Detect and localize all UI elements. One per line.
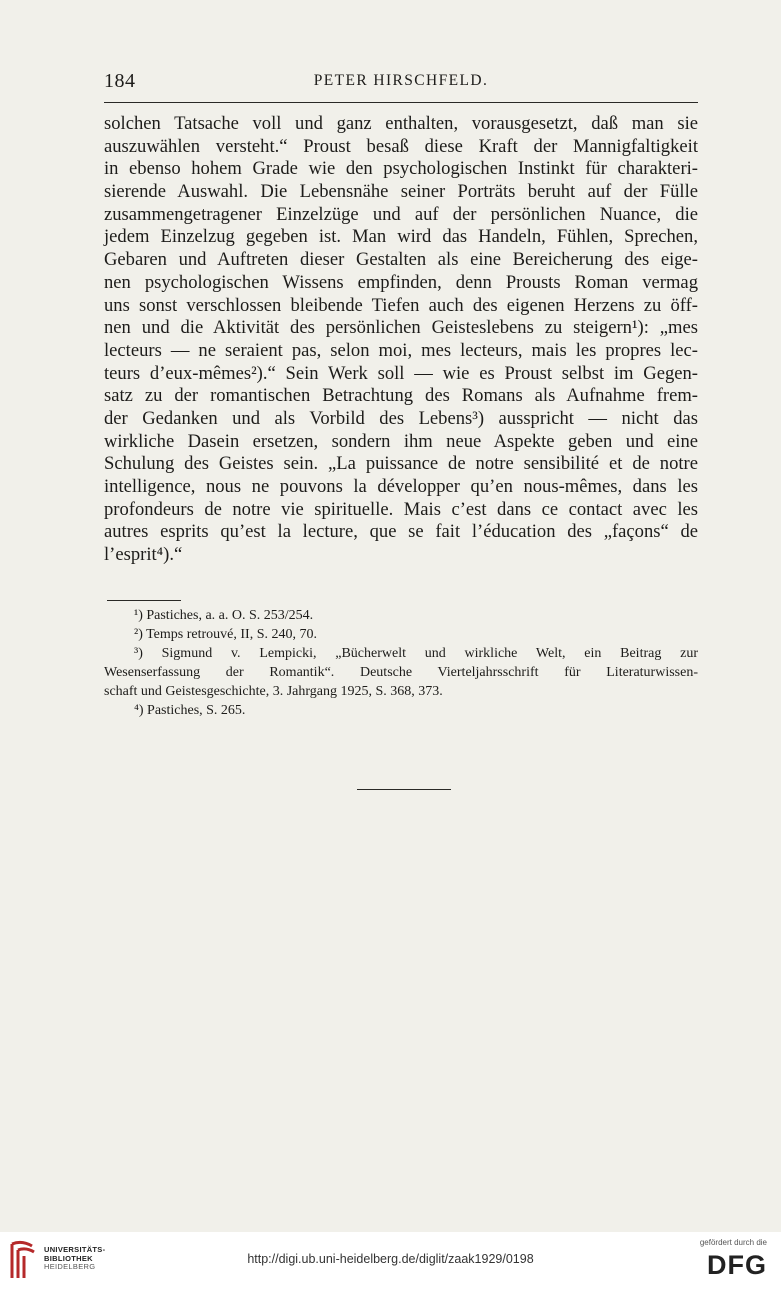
page-header bbox=[104, 70, 698, 100]
body-line: jedem Einzelzug gegeben ist. Man wird das Handeln, Fühlen, Sprechen, bbox=[104, 226, 698, 248]
body-line: profondeurs de notre vie spirituelle. Mais c’est dans ce contact avec les bbox=[104, 498, 698, 520]
footnote-2: ²) Temps retrouvé, II, S. 240, 70. bbox=[134, 627, 317, 642]
footnote-4: ⁴) Pastiches, S. 265. bbox=[134, 703, 246, 718]
body-line: nen psychologischen Wissens empfinden, denn Prousts Roman vermag bbox=[104, 271, 698, 293]
digitization-footer bbox=[0, 1232, 781, 1289]
body-line: in ebenso hohem Grade wie den psychologischen Instinkt für charakteri- bbox=[104, 158, 698, 180]
body-line: wirkliche Dasein ersetzen, sondern ihm neue Aspekte geben und eine bbox=[104, 430, 698, 452]
footnotes bbox=[104, 606, 698, 720]
footnote-rule bbox=[107, 600, 181, 601]
library-name-line: UNIVERSITÄTS- bbox=[44, 1245, 106, 1254]
body-line: zusammengetragener Einzelzüge und auf der persönlichen Nuance, die bbox=[104, 203, 698, 225]
running-head: PETER HIRSCHFELD. bbox=[313, 72, 489, 89]
dfg-logo: DFG bbox=[707, 1250, 767, 1280]
body-line: nen und die Aktivität des persönlichen Geisteslebens zu steigern¹): „mes bbox=[104, 317, 698, 339]
footnote-3-continued: schaft und Geistesgeschichte, 3. Jahrgang 1925, S. 368, 373. bbox=[104, 684, 443, 699]
body-line: der Gedanken und als Vorbild des Lebens³) ausspricht — nicht das bbox=[104, 407, 698, 429]
footnote-1: ¹) Pastiches, a. a. O. S. 253/254. bbox=[134, 608, 314, 623]
body-line: lecteurs — ne seraient pas, selon moi, mes lecteurs, mais les propres lec- bbox=[104, 339, 698, 361]
end-rule bbox=[357, 789, 451, 790]
page-number: 184 bbox=[104, 70, 136, 92]
body-line: intelligence, nous ne pouvons la développer qu’en nous-mêmes, dans les bbox=[104, 476, 698, 497]
body-line: teurs d’eux-mêmes²).“ Sein Werk soll — wie es Proust selbst im Gegen- bbox=[104, 362, 698, 384]
body-line: Schulung des Geistes sein. „La puissance de notre sensibilité et de notre bbox=[104, 453, 698, 475]
body-line: Gebaren und Auftreten dieser Gestalten als eine Bereicherung des eige- bbox=[104, 249, 698, 271]
document-url-link[interactable]: http://digi.ub.uni-heidelberg.de/diglit/zaak1929/0198 bbox=[247, 1252, 534, 1266]
body-line: uns sonst verschlossen bleibende Tiefen auch des eigenen Herzens zu öff- bbox=[104, 294, 698, 316]
body-line: satz zu der romantischen Betrachtung des Romans als Aufnahme frem- bbox=[104, 385, 698, 407]
body-line: sierende Auswahl. Die Lebensnähe seiner Porträts beruht auf der Fülle bbox=[104, 181, 698, 203]
footnote-3-continued: Wesenserfassung der Romantik“. Deutsche Vierteljahrsschrift für Literaturwissen- bbox=[104, 665, 698, 680]
body-line: solchen Tatsache voll und ganz enthalten, vorausgesetzt, daß man sie bbox=[104, 113, 698, 134]
library-name-line: BIBLIOTHEK bbox=[44, 1253, 93, 1263]
body-line: autres esprits qu’est la lecture, que se fait l’éducation des „façons“ de bbox=[104, 521, 698, 543]
footnote-3: ³) Sigmund v. Lempicki, „Bücherwelt und wirkliche Welt, ein Beitrag zur bbox=[134, 646, 698, 661]
header-rule bbox=[104, 102, 698, 103]
body-line: l’esprit⁴).“ bbox=[104, 544, 183, 566]
library-name-line: HEIDELBERG bbox=[44, 1262, 96, 1271]
body-line: auszuwählen versteht.“ Proust besaß diese Kraft der Mannigfaltigkeit bbox=[104, 135, 698, 157]
sponsor-text: gefördert durch die bbox=[699, 1238, 767, 1247]
body-text bbox=[104, 113, 698, 567]
